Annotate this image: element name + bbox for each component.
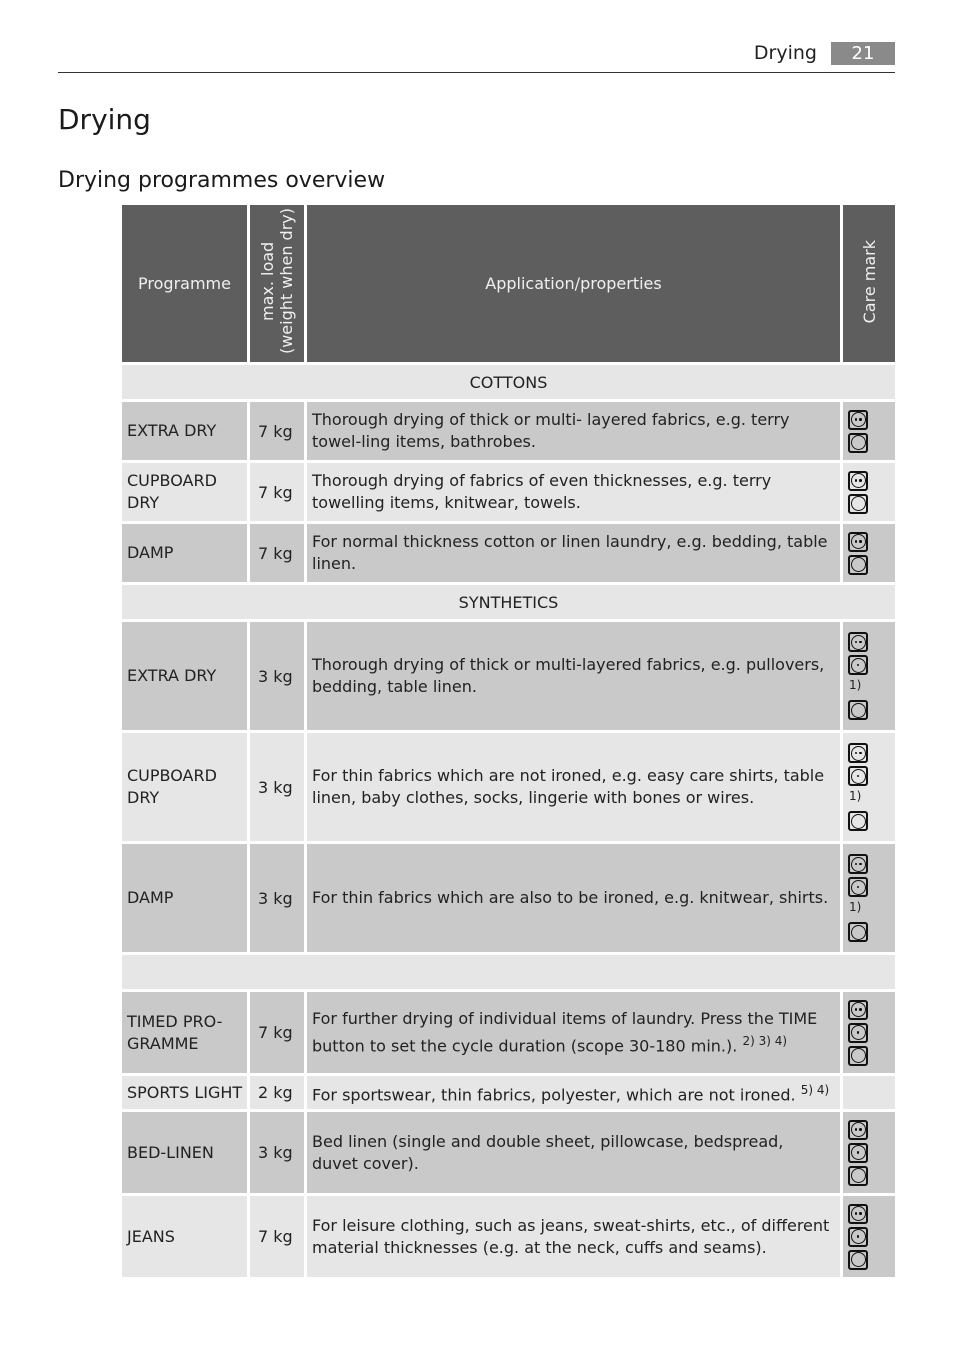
table-row: [122, 1193, 895, 1277]
application-text: For leisure clothing, such as jeans, sweat-shirts, etc., of different material thicknesses (e.g. at the neck, cuffs and seams).: [307, 1193, 843, 1277]
tumble-dry-low-heat-icon: [848, 1227, 868, 1247]
section-row-synthetics: [122, 582, 895, 619]
tumble-dry-icon: [848, 700, 868, 720]
tumble-dry-low-heat-icon: [848, 877, 868, 897]
col-header-care-mark: Care mark: [843, 205, 895, 362]
page-title: Drying: [58, 103, 151, 136]
tumble-dry-icon: [848, 1250, 868, 1270]
max-load: 3 kg: [250, 1109, 307, 1193]
table-row: [122, 521, 895, 582]
tumble-dry-high-heat-icon: [848, 854, 868, 874]
col-header-application: Application/properties: [307, 205, 843, 362]
table-row: [122, 1109, 895, 1193]
tumble-dry-icon: [848, 555, 868, 575]
table-row: [122, 399, 895, 460]
care-footnote: 1): [849, 678, 862, 692]
table-row: [122, 730, 895, 841]
programme-name: CUPBOARD DRY: [122, 730, 250, 841]
programme-name: BED-LINEN: [122, 1109, 250, 1193]
programme-name: JEANS: [122, 1193, 250, 1277]
tumble-dry-high-heat-icon: [848, 532, 868, 552]
table-header-row: [122, 205, 895, 362]
programme-name: EXTRA DRY: [122, 399, 250, 460]
programme-name: DAMP: [122, 841, 250, 952]
max-load: 7 kg: [250, 399, 307, 460]
col-header-max-load: max. load (weight when dry): [250, 205, 307, 362]
application-text: Bed linen (single and double sheet, pillowcase, bedspread, duvet cover).: [307, 1109, 843, 1193]
tumble-dry-icon: [848, 494, 868, 514]
care-marks: [843, 989, 895, 1073]
programme-name: DAMP: [122, 521, 250, 582]
tumble-dry-icon: [848, 811, 868, 831]
tumble-dry-high-heat-icon: [848, 410, 868, 430]
application-text: For thin fabrics which are also to be ironed, e.g. knitwear, shirts.: [307, 841, 843, 952]
tumble-dry-icon: [848, 433, 868, 453]
application-text: Thorough drying of thick or multi-layered fabrics, e.g. pullovers, bedding, table linen.: [307, 619, 843, 730]
care-marks: [843, 1193, 895, 1277]
max-load: 7 kg: [250, 1193, 307, 1277]
col-header-programme: Programme: [122, 205, 250, 362]
section-row-empty: [122, 952, 895, 989]
tumble-dry-low-heat-icon: [848, 766, 868, 786]
programme-name: TIMED PRO-GRAMME: [122, 989, 250, 1073]
programme-name: CUPBOARD DRY: [122, 460, 250, 521]
tumble-dry-low-heat-icon: [848, 1023, 868, 1043]
application-text: Thorough drying of fabrics of even thicknesses, e.g. terry towelling items, knitwear, towels.: [307, 460, 843, 521]
application-text: For thin fabrics which are not ironed, e.g. easy care shirts, table linen, baby clothes, socks, lingerie with bones or wires.: [307, 730, 843, 841]
tumble-dry-high-heat-icon: [848, 743, 868, 763]
programme-name: SPORTS LIGHT: [122, 1073, 250, 1109]
tumble-dry-high-heat-icon: [848, 471, 868, 491]
max-load: 7 kg: [250, 521, 307, 582]
footnote-refs: 5) 4): [800, 1082, 830, 1097]
tumble-dry-high-heat-icon: [848, 1120, 868, 1140]
section-row-cottons: [122, 362, 895, 399]
tumble-dry-icon: [848, 1166, 868, 1186]
application-text: For further drying of individual items of laundry. Press the TIME button to set the cycle duration (scope 30-180 min.). $^{2) 3) 4)}$: [307, 989, 843, 1073]
max-load: 3 kg: [250, 841, 307, 952]
care-marks: [843, 1109, 895, 1193]
max-load: 2 kg: [250, 1073, 307, 1109]
footnote-refs: 2) 3) 4): [742, 1033, 788, 1048]
application-text: For sportswear, thin fabrics, polyester, which are not ironed. $^{5) 4)}$: [307, 1073, 843, 1109]
tumble-dry-low-heat-icon: [848, 1143, 868, 1163]
max-load: 7 kg: [250, 989, 307, 1073]
tumble-dry-high-heat-icon: [848, 1000, 868, 1020]
section-label: COTTONS: [122, 362, 895, 399]
care-marks: [843, 619, 895, 730]
drying-programmes-table: [122, 205, 895, 1277]
max-load: 3 kg: [250, 619, 307, 730]
care-marks: [843, 730, 895, 841]
max-load: 3 kg: [250, 730, 307, 841]
care-footnote: 1): [849, 900, 862, 914]
care-marks: [843, 841, 895, 952]
tumble-dry-icon: [848, 1046, 868, 1066]
tumble-dry-high-heat-icon: [848, 1204, 868, 1224]
max-load: 7 kg: [250, 460, 307, 521]
care-marks: [843, 399, 895, 460]
section-name: Drying: [753, 42, 817, 64]
table-row: [122, 1073, 895, 1109]
tumble-dry-low-heat-icon: [848, 655, 868, 675]
care-marks: [843, 460, 895, 521]
application-text: For normal thickness cotton or linen laundry, e.g. bedding, table linen.: [307, 521, 843, 582]
table-row: [122, 989, 895, 1073]
application-text: Thorough drying of thick or multi- layered fabrics, e.g. terry towel-ling items, bathrobes.: [307, 399, 843, 460]
page-header: [58, 38, 895, 73]
section-subtitle: Drying programmes overview: [58, 168, 386, 193]
tumble-dry-high-heat-icon: [848, 632, 868, 652]
section-label: SYNTHETICS: [122, 582, 895, 619]
care-footnote: 1): [849, 789, 862, 803]
table-row: [122, 841, 895, 952]
table-row: [122, 619, 895, 730]
programme-name: EXTRA DRY: [122, 619, 250, 730]
care-marks: [843, 1073, 895, 1109]
page-number: 21: [831, 42, 895, 65]
care-marks: [843, 521, 895, 582]
tumble-dry-icon: [848, 922, 868, 942]
table-row: [122, 460, 895, 521]
